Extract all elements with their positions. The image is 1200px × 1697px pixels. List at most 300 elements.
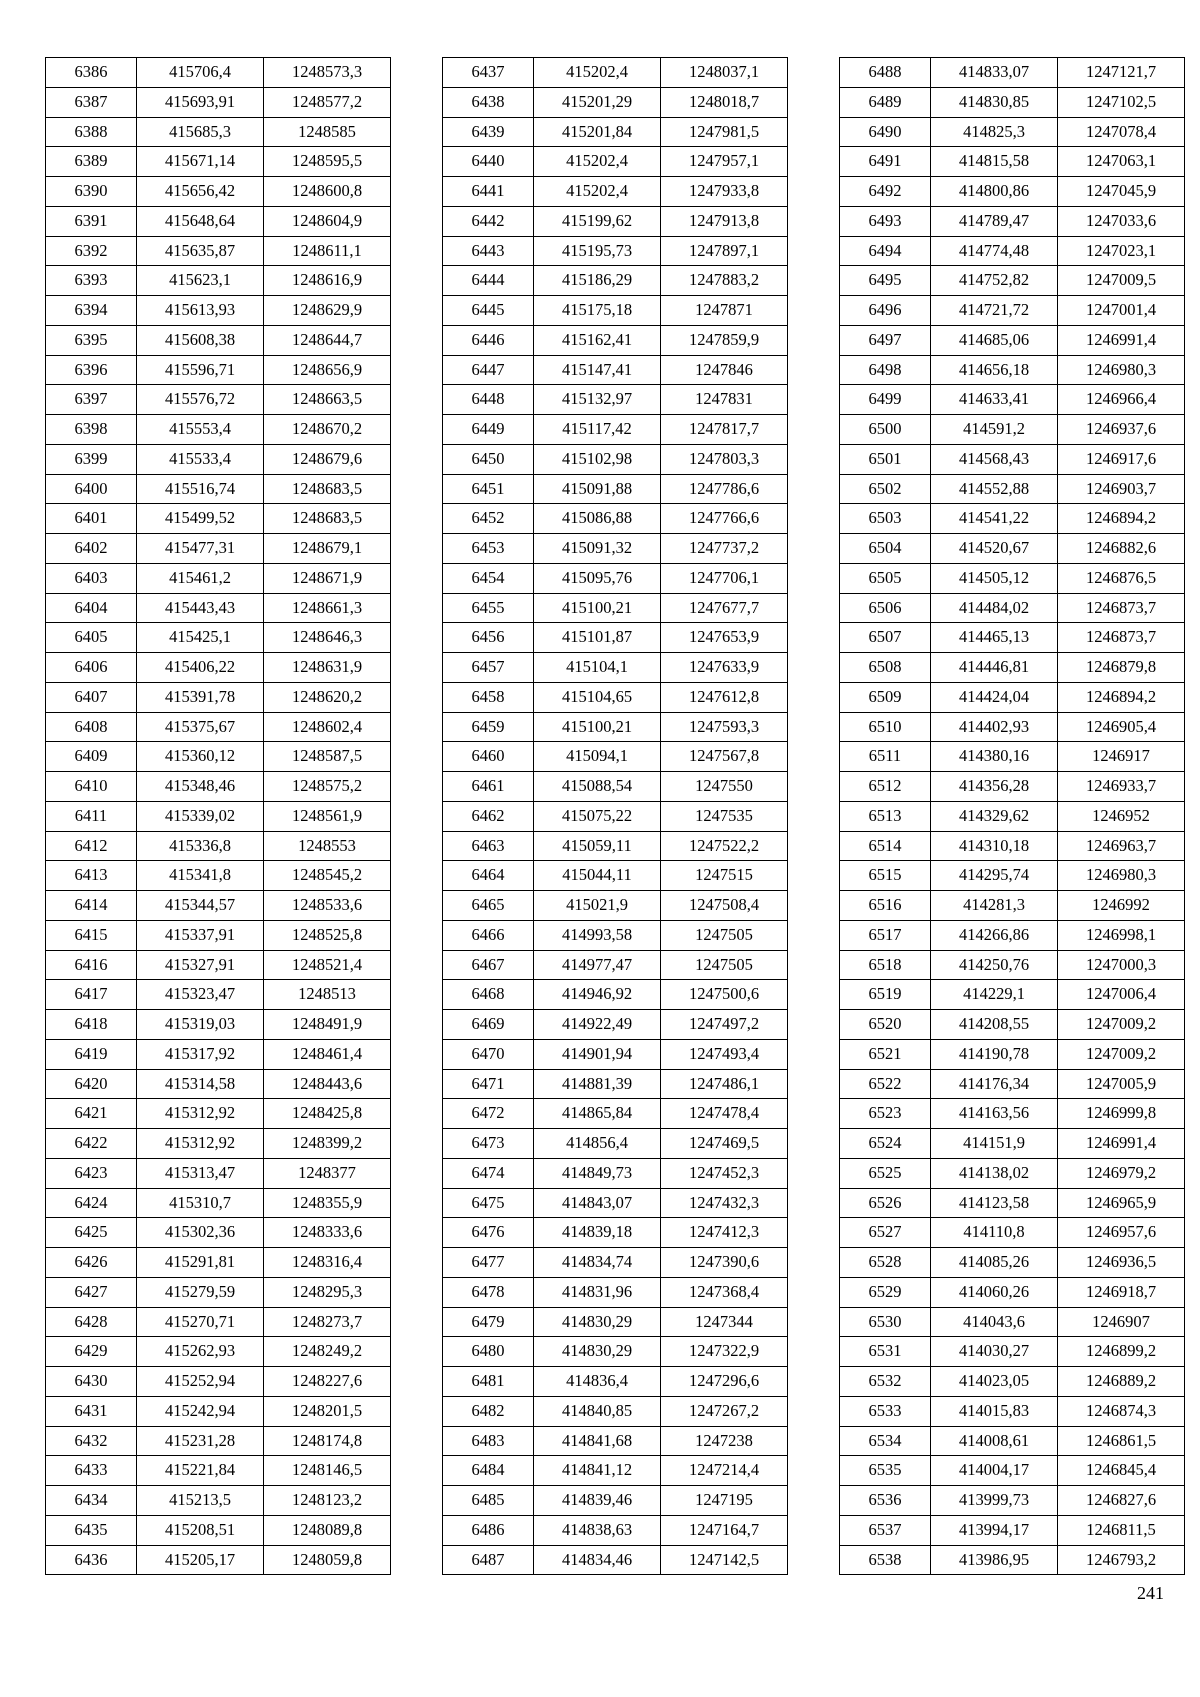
point-number-cell: 6524 <box>840 1129 931 1159</box>
point-number-cell: 6414 <box>46 891 137 921</box>
y-coordinate-cell: 1247535 <box>661 801 788 831</box>
y-coordinate-cell: 1248561,9 <box>264 801 391 831</box>
y-coordinate-cell: 1247000,3 <box>1058 950 1185 980</box>
point-number-cell: 6472 <box>443 1099 534 1129</box>
y-coordinate-cell: 1247432,3 <box>661 1188 788 1218</box>
point-number-cell: 6423 <box>46 1158 137 1188</box>
x-coordinate-cell: 415576,72 <box>137 385 264 415</box>
y-coordinate-cell: 1248201,5 <box>264 1396 391 1426</box>
y-coordinate-cell: 1248037,1 <box>661 58 788 88</box>
x-coordinate-cell: 414015,83 <box>931 1396 1058 1426</box>
x-coordinate-cell: 414836,4 <box>534 1367 661 1397</box>
point-number-cell: 6427 <box>46 1277 137 1307</box>
point-number-cell: 6429 <box>46 1337 137 1367</box>
y-coordinate-cell: 1246899,2 <box>1058 1337 1185 1367</box>
table-row <box>840 831 1185 861</box>
table-row <box>46 1396 391 1426</box>
table-row <box>46 1158 391 1188</box>
point-number-cell: 6421 <box>46 1099 137 1129</box>
x-coordinate-cell: 414229,1 <box>931 980 1058 1010</box>
point-number-cell: 6473 <box>443 1129 534 1159</box>
table-row <box>46 653 391 683</box>
y-coordinate-cell: 1248663,5 <box>264 385 391 415</box>
table-row <box>443 1396 788 1426</box>
table-row <box>840 653 1185 683</box>
point-number-cell: 6468 <box>443 980 534 1010</box>
x-coordinate-cell: 415088,54 <box>534 772 661 802</box>
x-coordinate-cell: 415094,1 <box>534 742 661 772</box>
x-coordinate-cell: 415533,4 <box>137 444 264 474</box>
point-number-cell: 6409 <box>46 742 137 772</box>
point-number-cell: 6441 <box>443 177 534 207</box>
x-coordinate-cell: 414922,49 <box>534 1010 661 1040</box>
point-number-cell: 6456 <box>443 623 534 653</box>
point-number-cell: 6519 <box>840 980 931 1010</box>
y-coordinate-cell: 1247142,5 <box>661 1545 788 1575</box>
table-row <box>46 980 391 1010</box>
y-coordinate-cell: 1247102,5 <box>1058 87 1185 117</box>
y-coordinate-cell: 1248620,2 <box>264 682 391 712</box>
table-row <box>443 801 788 831</box>
x-coordinate-cell: 415391,78 <box>137 682 264 712</box>
table-row <box>840 563 1185 593</box>
point-number-cell: 6394 <box>46 296 137 326</box>
point-number-cell: 6525 <box>840 1158 931 1188</box>
y-coordinate-cell: 1247214,4 <box>661 1456 788 1486</box>
table-row <box>46 772 391 802</box>
point-number-cell: 6485 <box>443 1486 534 1516</box>
x-coordinate-cell: 414839,46 <box>534 1486 661 1516</box>
table-row <box>46 1129 391 1159</box>
table-row <box>46 415 391 445</box>
table-row <box>840 891 1185 921</box>
point-number-cell: 6442 <box>443 206 534 236</box>
point-number-cell: 6511 <box>840 742 931 772</box>
y-coordinate-cell: 1248671,9 <box>264 563 391 593</box>
x-coordinate-cell: 415104,65 <box>534 682 661 712</box>
x-coordinate-cell: 415291,81 <box>137 1248 264 1278</box>
x-coordinate-cell: 415341,8 <box>137 861 264 891</box>
x-coordinate-cell: 414833,07 <box>931 58 1058 88</box>
y-coordinate-cell: 1248059,8 <box>264 1545 391 1575</box>
point-number-cell: 6492 <box>840 177 931 207</box>
y-coordinate-cell: 1247593,3 <box>661 712 788 742</box>
point-number-cell: 6532 <box>840 1367 931 1397</box>
y-coordinate-cell: 1246882,6 <box>1058 534 1185 564</box>
y-coordinate-cell: 1246894,2 <box>1058 504 1185 534</box>
point-number-cell: 6392 <box>46 236 137 266</box>
point-number-cell: 6520 <box>840 1010 931 1040</box>
table-row <box>840 1010 1185 1040</box>
table-row <box>46 891 391 921</box>
point-number-cell: 6505 <box>840 563 931 593</box>
x-coordinate-cell: 414825,3 <box>931 117 1058 147</box>
point-number-cell: 6512 <box>840 772 931 802</box>
y-coordinate-cell: 1246980,3 <box>1058 355 1185 385</box>
x-coordinate-cell: 414865,84 <box>534 1099 661 1129</box>
y-coordinate-cell: 1247045,9 <box>1058 177 1185 207</box>
y-coordinate-cell: 1246933,7 <box>1058 772 1185 802</box>
x-coordinate-cell: 415706,4 <box>137 58 264 88</box>
table-row <box>840 1486 1185 1516</box>
x-coordinate-cell: 414901,94 <box>534 1039 661 1069</box>
y-coordinate-cell: 1247737,2 <box>661 534 788 564</box>
x-coordinate-cell: 415231,28 <box>137 1426 264 1456</box>
table-row <box>840 325 1185 355</box>
x-coordinate-cell: 415671,14 <box>137 147 264 177</box>
y-coordinate-cell: 1246992 <box>1058 891 1185 921</box>
y-coordinate-cell: 1248123,2 <box>264 1486 391 1516</box>
point-number-cell: 6406 <box>46 653 137 683</box>
table-row <box>443 117 788 147</box>
point-number-cell: 6405 <box>46 623 137 653</box>
x-coordinate-cell: 415086,88 <box>534 504 661 534</box>
point-number-cell: 6436 <box>46 1545 137 1575</box>
point-number-cell: 6507 <box>840 623 931 653</box>
point-number-cell: 6494 <box>840 236 931 266</box>
x-coordinate-cell: 415100,21 <box>534 593 661 623</box>
y-coordinate-cell: 1247803,3 <box>661 444 788 474</box>
table-row <box>46 534 391 564</box>
table-row <box>443 1426 788 1456</box>
y-coordinate-cell: 1248602,4 <box>264 712 391 742</box>
x-coordinate-cell: 415075,22 <box>534 801 661 831</box>
y-coordinate-cell: 1248573,3 <box>264 58 391 88</box>
table-row <box>840 1099 1185 1129</box>
y-coordinate-cell: 1246980,3 <box>1058 861 1185 891</box>
y-coordinate-cell: 1247390,6 <box>661 1248 788 1278</box>
table-row <box>840 1396 1185 1426</box>
point-number-cell: 6535 <box>840 1456 931 1486</box>
table-row <box>840 266 1185 296</box>
x-coordinate-cell: 415201,84 <box>534 117 661 147</box>
y-coordinate-cell: 1247957,1 <box>661 147 788 177</box>
x-coordinate-cell: 415102,98 <box>534 444 661 474</box>
table-row <box>443 1129 788 1159</box>
table-row <box>46 474 391 504</box>
point-number-cell: 6458 <box>443 682 534 712</box>
table-row <box>840 1426 1185 1456</box>
y-coordinate-cell: 1246876,5 <box>1058 563 1185 593</box>
x-coordinate-cell: 415348,46 <box>137 772 264 802</box>
table-row <box>443 1158 788 1188</box>
x-coordinate-cell: 415477,31 <box>137 534 264 564</box>
x-coordinate-cell: 415202,4 <box>534 177 661 207</box>
x-coordinate-cell: 414008,61 <box>931 1426 1058 1456</box>
point-number-cell: 6422 <box>46 1129 137 1159</box>
table-row <box>443 87 788 117</box>
x-coordinate-cell: 414176,34 <box>931 1069 1058 1099</box>
y-coordinate-cell: 1247981,5 <box>661 117 788 147</box>
x-coordinate-cell: 414831,96 <box>534 1277 661 1307</box>
x-coordinate-cell: 414004,17 <box>931 1456 1058 1486</box>
point-number-cell: 6420 <box>46 1069 137 1099</box>
point-number-cell: 6396 <box>46 355 137 385</box>
y-coordinate-cell: 1248611,1 <box>264 236 391 266</box>
point-number-cell: 6500 <box>840 415 931 445</box>
y-coordinate-cell: 1246873,7 <box>1058 593 1185 623</box>
table-row <box>46 1545 391 1575</box>
y-coordinate-cell: 1248491,9 <box>264 1010 391 1040</box>
point-number-cell: 6491 <box>840 147 931 177</box>
x-coordinate-cell: 415162,41 <box>534 325 661 355</box>
y-coordinate-cell: 1247001,4 <box>1058 296 1185 326</box>
x-coordinate-cell: 414208,55 <box>931 1010 1058 1040</box>
x-coordinate-cell: 415344,57 <box>137 891 264 921</box>
y-coordinate-cell: 1246918,7 <box>1058 1277 1185 1307</box>
x-coordinate-cell: 414356,28 <box>931 772 1058 802</box>
x-coordinate-cell: 415314,58 <box>137 1069 264 1099</box>
point-number-cell: 6391 <box>46 206 137 236</box>
point-number-cell: 6459 <box>443 712 534 742</box>
point-number-cell: 6529 <box>840 1277 931 1307</box>
y-coordinate-cell: 1248461,4 <box>264 1039 391 1069</box>
x-coordinate-cell: 413999,73 <box>931 1486 1058 1516</box>
x-coordinate-cell: 414840,85 <box>534 1396 661 1426</box>
x-coordinate-cell: 415059,11 <box>534 831 661 861</box>
coordinate-table-2 <box>442 57 788 1575</box>
table-row <box>443 1218 788 1248</box>
table-row <box>46 1307 391 1337</box>
point-number-cell: 6446 <box>443 325 534 355</box>
y-coordinate-cell: 1248600,8 <box>264 177 391 207</box>
point-number-cell: 6397 <box>46 385 137 415</box>
x-coordinate-cell: 415499,52 <box>137 504 264 534</box>
point-number-cell: 6482 <box>443 1396 534 1426</box>
table-row <box>443 1307 788 1337</box>
table-row <box>46 950 391 980</box>
x-coordinate-cell: 414030,27 <box>931 1337 1058 1367</box>
x-coordinate-cell: 414993,58 <box>534 920 661 950</box>
table-row <box>46 1277 391 1307</box>
point-number-cell: 6501 <box>840 444 931 474</box>
x-coordinate-cell: 414815,58 <box>931 147 1058 177</box>
table-row <box>840 474 1185 504</box>
x-coordinate-cell: 415199,62 <box>534 206 661 236</box>
y-coordinate-cell: 1248670,2 <box>264 415 391 445</box>
table-row <box>443 593 788 623</box>
table-row <box>46 682 391 712</box>
table-row <box>443 980 788 1010</box>
point-number-cell: 6411 <box>46 801 137 831</box>
table-row <box>840 980 1185 1010</box>
table-row <box>840 206 1185 236</box>
y-coordinate-cell: 1247478,4 <box>661 1099 788 1129</box>
y-coordinate-cell: 1247344 <box>661 1307 788 1337</box>
table-row <box>443 415 788 445</box>
table-row <box>840 58 1185 88</box>
y-coordinate-cell: 1247846 <box>661 355 788 385</box>
point-number-cell: 6464 <box>443 861 534 891</box>
x-coordinate-cell: 415242,94 <box>137 1396 264 1426</box>
table-row <box>840 87 1185 117</box>
x-coordinate-cell: 414465,13 <box>931 623 1058 653</box>
point-number-cell: 6403 <box>46 563 137 593</box>
table-row <box>840 1545 1185 1575</box>
point-number-cell: 6425 <box>46 1218 137 1248</box>
table-row <box>443 1367 788 1397</box>
x-coordinate-cell: 415201,29 <box>534 87 661 117</box>
point-number-cell: 6426 <box>46 1248 137 1278</box>
x-coordinate-cell: 415221,84 <box>137 1456 264 1486</box>
table-row <box>46 444 391 474</box>
x-coordinate-cell: 414856,4 <box>534 1129 661 1159</box>
y-coordinate-cell: 1246811,5 <box>1058 1515 1185 1545</box>
table-row <box>46 742 391 772</box>
y-coordinate-cell: 1248089,8 <box>264 1515 391 1545</box>
point-number-cell: 6462 <box>443 801 534 831</box>
y-coordinate-cell: 1248399,2 <box>264 1129 391 1159</box>
point-number-cell: 6526 <box>840 1188 931 1218</box>
point-number-cell: 6483 <box>443 1426 534 1456</box>
y-coordinate-cell: 1246874,3 <box>1058 1396 1185 1426</box>
point-number-cell: 6538 <box>840 1545 931 1575</box>
x-coordinate-cell: 414834,46 <box>534 1545 661 1575</box>
y-coordinate-cell: 1246936,5 <box>1058 1248 1185 1278</box>
x-coordinate-cell: 415608,38 <box>137 325 264 355</box>
x-coordinate-cell: 414060,26 <box>931 1277 1058 1307</box>
x-coordinate-cell: 415252,94 <box>137 1367 264 1397</box>
y-coordinate-cell: 1247831 <box>661 385 788 415</box>
y-coordinate-cell: 1246905,4 <box>1058 712 1185 742</box>
point-number-cell: 6401 <box>46 504 137 534</box>
table-row <box>46 1515 391 1545</box>
y-coordinate-cell: 1246861,5 <box>1058 1426 1185 1456</box>
table-row <box>46 831 391 861</box>
y-coordinate-cell: 1247859,9 <box>661 325 788 355</box>
table-row <box>840 742 1185 772</box>
table-row <box>46 1010 391 1040</box>
table-row <box>840 1307 1185 1337</box>
point-number-cell: 6469 <box>443 1010 534 1040</box>
y-coordinate-cell: 1247505 <box>661 920 788 950</box>
point-number-cell: 6448 <box>443 385 534 415</box>
point-number-cell: 6522 <box>840 1069 931 1099</box>
y-coordinate-cell: 1246965,9 <box>1058 1188 1185 1218</box>
x-coordinate-cell: 414110,8 <box>931 1218 1058 1248</box>
x-coordinate-cell: 415623,1 <box>137 266 264 296</box>
table-row <box>443 1456 788 1486</box>
x-coordinate-cell: 415313,47 <box>137 1158 264 1188</box>
x-coordinate-cell: 413994,17 <box>931 1515 1058 1545</box>
table-row <box>46 147 391 177</box>
point-number-cell: 6404 <box>46 593 137 623</box>
point-number-cell: 6453 <box>443 534 534 564</box>
y-coordinate-cell: 1247033,6 <box>1058 206 1185 236</box>
y-coordinate-cell: 1248577,2 <box>264 87 391 117</box>
x-coordinate-cell: 415553,4 <box>137 415 264 445</box>
x-coordinate-cell: 414752,82 <box>931 266 1058 296</box>
table-row <box>840 1218 1185 1248</box>
x-coordinate-cell: 415648,64 <box>137 206 264 236</box>
x-coordinate-cell: 414774,48 <box>931 236 1058 266</box>
x-coordinate-cell: 415202,4 <box>534 147 661 177</box>
table-row <box>840 623 1185 653</box>
point-number-cell: 6531 <box>840 1337 931 1367</box>
point-number-cell: 6447 <box>443 355 534 385</box>
y-coordinate-cell: 1246937,6 <box>1058 415 1185 445</box>
table-row <box>443 1337 788 1367</box>
y-coordinate-cell: 1248525,8 <box>264 920 391 950</box>
table-row <box>840 801 1185 831</box>
y-coordinate-cell: 1247871 <box>661 296 788 326</box>
table-row <box>46 177 391 207</box>
y-coordinate-cell: 1248227,6 <box>264 1367 391 1397</box>
y-coordinate-cell: 1247078,4 <box>1058 117 1185 147</box>
point-number-cell: 6412 <box>46 831 137 861</box>
x-coordinate-cell: 415516,74 <box>137 474 264 504</box>
x-coordinate-cell: 415685,3 <box>137 117 264 147</box>
x-coordinate-cell: 414789,47 <box>931 206 1058 236</box>
table-row <box>443 147 788 177</box>
table-row <box>840 1515 1185 1545</box>
point-number-cell: 6443 <box>443 236 534 266</box>
point-number-cell: 6534 <box>840 1426 931 1456</box>
table-row <box>46 1337 391 1367</box>
y-coordinate-cell: 1246966,4 <box>1058 385 1185 415</box>
y-coordinate-cell: 1247786,6 <box>661 474 788 504</box>
table-row <box>46 1367 391 1397</box>
y-coordinate-cell: 1246894,2 <box>1058 682 1185 712</box>
table-row <box>443 1010 788 1040</box>
x-coordinate-cell: 414446,81 <box>931 653 1058 683</box>
x-coordinate-cell: 415310,7 <box>137 1188 264 1218</box>
point-number-cell: 6490 <box>840 117 931 147</box>
y-coordinate-cell: 1248146,5 <box>264 1456 391 1486</box>
table-row <box>443 206 788 236</box>
y-coordinate-cell: 1246907 <box>1058 1307 1185 1337</box>
y-coordinate-cell: 1247005,9 <box>1058 1069 1185 1099</box>
x-coordinate-cell: 415195,73 <box>534 236 661 266</box>
point-number-cell: 6419 <box>46 1039 137 1069</box>
table-row <box>443 1099 788 1129</box>
point-number-cell: 6408 <box>46 712 137 742</box>
x-coordinate-cell: 414552,88 <box>931 474 1058 504</box>
y-coordinate-cell: 1247515 <box>661 861 788 891</box>
point-number-cell: 6416 <box>46 950 137 980</box>
y-coordinate-cell: 1247933,8 <box>661 177 788 207</box>
x-coordinate-cell: 415101,87 <box>534 623 661 653</box>
x-coordinate-cell: 414800,86 <box>931 177 1058 207</box>
point-number-cell: 6461 <box>443 772 534 802</box>
y-coordinate-cell: 1247195 <box>661 1486 788 1516</box>
table-row <box>46 1188 391 1218</box>
table-row <box>443 266 788 296</box>
point-number-cell: 6465 <box>443 891 534 921</box>
x-coordinate-cell: 414402,93 <box>931 712 1058 742</box>
table-row <box>443 444 788 474</box>
x-coordinate-cell: 415208,51 <box>137 1515 264 1545</box>
x-coordinate-cell: 414839,18 <box>534 1218 661 1248</box>
table-row <box>46 861 391 891</box>
x-coordinate-cell: 414329,62 <box>931 801 1058 831</box>
y-coordinate-cell: 1248018,7 <box>661 87 788 117</box>
table-row <box>443 920 788 950</box>
point-number-cell: 6488 <box>840 58 931 88</box>
table-row <box>46 563 391 593</box>
table-row <box>840 147 1185 177</box>
y-coordinate-cell: 1247497,2 <box>661 1010 788 1040</box>
point-number-cell: 6407 <box>46 682 137 712</box>
x-coordinate-cell: 414881,39 <box>534 1069 661 1099</box>
x-coordinate-cell: 414190,78 <box>931 1039 1058 1069</box>
x-coordinate-cell: 415100,21 <box>534 712 661 742</box>
x-coordinate-cell: 414849,73 <box>534 1158 661 1188</box>
table-row <box>46 801 391 831</box>
x-coordinate-cell: 415337,91 <box>137 920 264 950</box>
y-coordinate-cell: 1247009,2 <box>1058 1039 1185 1069</box>
point-number-cell: 6477 <box>443 1248 534 1278</box>
